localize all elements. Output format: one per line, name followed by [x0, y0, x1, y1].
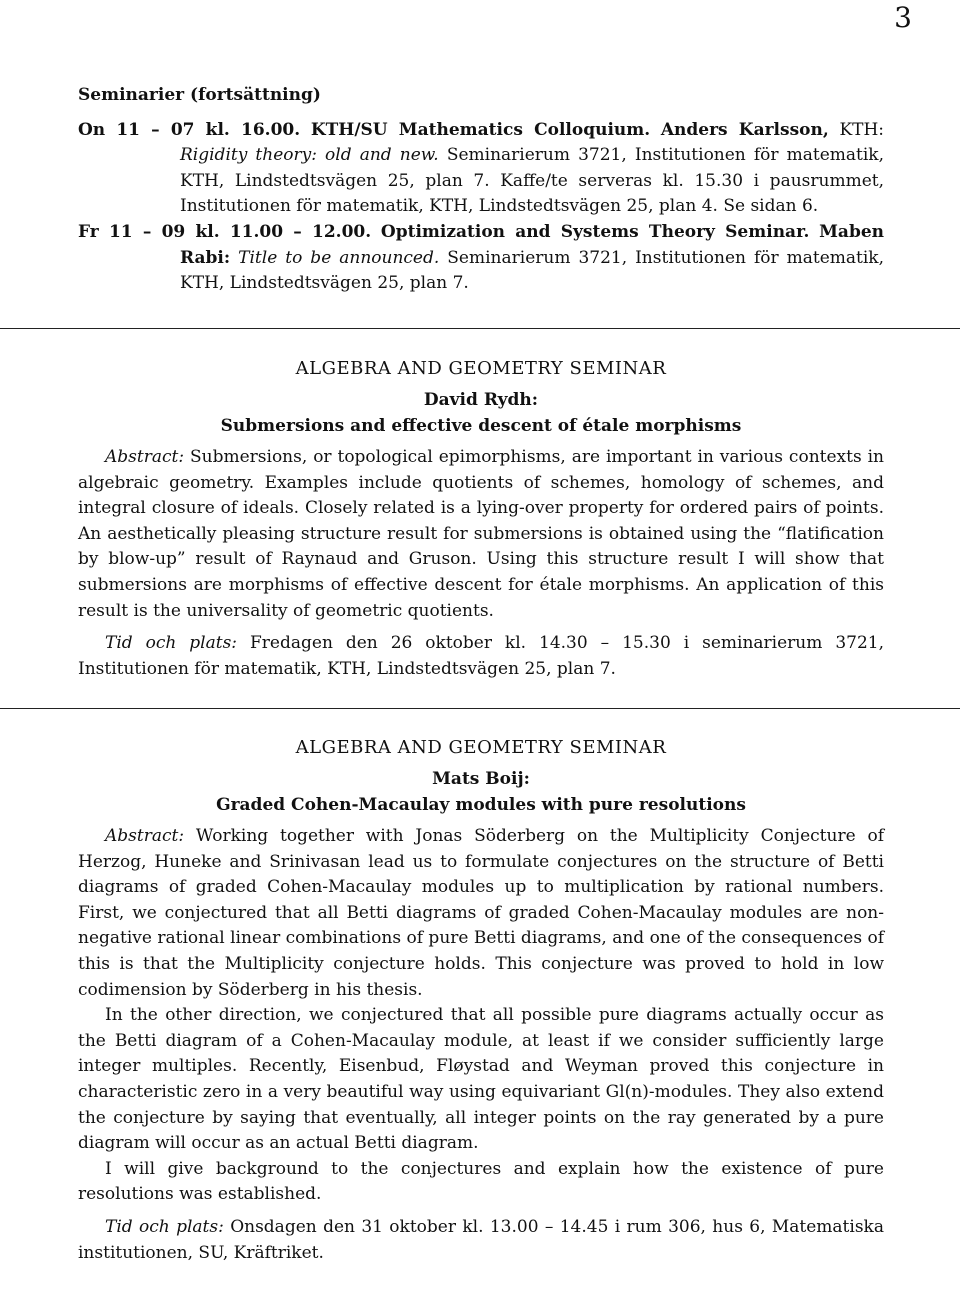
time-place-text: Fredagen den 26 oktober kl. 14.30 – 15.30 i seminarierum 3721, Institutionen för matematik, KTH, Lindstedtsvägen 25, plan 7.: [78, 633, 885, 679]
time-place-label: Tid och plats:: [105, 1216, 224, 1237]
entry-details: Seminarierum 3721, Institutionen för matematik, KTH, Lindstedtsvägen 25, plan 7.: [180, 247, 885, 294]
speaker-name: David Rydh:: [423, 390, 539, 410]
entry-title: Rigidity theory: old and new.: [180, 145, 439, 166]
abstract-label: Abstract:: [105, 826, 185, 846]
entry-date: On 11 – 07 kl. 16.00.: [78, 119, 301, 140]
abstract-text: Working together with Jonas Söderberg on the Multiplicity Conjecture of Herzog, Huneke and Srinivasan lead us to formulate conjectures on the structure of Betti diagrams of graded Cohen-Macaulay modules up to multiplication by rational numbers. First, we conjectured that all Betti diagrams of graded Cohen-Macaulay modules are non-negative rational linear combinations of pure Betti diagrams, and one of the consequences of this is that the Multiplicity conjecture holds. This conjecture was proved to hold in low codimension by Söderberg in his thesis.: [78, 826, 884, 1000]
abstract-paragraph: I will give background to the conjectures and explain how the existence of pure resolutions was established.: [78, 1158, 884, 1205]
abstract: [78, 824, 884, 1003]
seminar-title: ALGEBRA AND GEOMETRY SEMINAR: [295, 358, 667, 379]
seminars-continued-section: [78, 83, 884, 297]
entry-affiliation: KTH:: [839, 119, 885, 140]
seminar-entry: [78, 220, 884, 297]
section-divider: [0, 708, 960, 709]
speaker-name: Mats Boij:: [432, 769, 530, 789]
abstract-paragraph: In the other direction, we conjectured that all possible pure diagrams actually occur as the Betti diagram of a Cohen-Macaulay module, at least if we consider sufficiently large integer multiples. Recently, Eisenbud, Fløystad and Weyman proved this conjecture in characteristic zero in a very beautiful way using equivariant Gl(n)-modules. They also extend the conjecture by saying that eventually, all integer points on the ray generated by a pure diagram will occur as an actual Betti diagram.: [78, 1005, 884, 1154]
section-divider: [0, 328, 960, 329]
talk-title: Submersions and effective descent of étale morphisms: [220, 416, 742, 436]
entry-speaker: Maben Rabi:: [180, 221, 885, 268]
entry-details: Seminarierum 3721, Institutionen för matematik, KTH, Lindstedtsvägen 25, plan 7. Kaffe/te serveras kl. 15.30 i pausrummet, Institutionen för matematik, KTH, Lindstedtsvägen 25, plan 4. Se sidan 6.: [180, 145, 884, 217]
announcement-boij: [78, 735, 884, 1266]
abstract-text: Submersions, or topological epimorphisms, are important in various contexts in algebraic geometry. Examples include quotients of schemes, homology of schemes, and integral closure of ideals. Closely related is a lying-over property for ordered pairs of points. An aesthetically pleasing structure result for submersions is obtained using the “flatification by blow-up” result of Raynaud and Gruson. Using this structure result I will show that submersions are morphisms of effective descent for étale morphisms. An application of this result is the universality of geometric quotients.: [78, 447, 884, 621]
section-heading: Seminarier (fortsättning): [78, 85, 321, 105]
talk-title: Graded Cohen-Macaulay modules with pure resolutions: [216, 795, 746, 815]
time-place: [78, 631, 884, 682]
time-place-label: Tid och plats:: [105, 633, 238, 654]
time-place: [78, 1215, 884, 1266]
entry-speaker: Anders Karlsson,: [660, 119, 829, 140]
announcement-rydh: [78, 356, 884, 682]
entry-series: Optimization and Systems Theory Seminar.: [380, 221, 810, 242]
time-place-text: Onsdagen den 31 oktober kl. 13.00 – 14.45 i rum 306, hus 6, Matematiska institutionen, SU, Kräftriket.: [78, 1216, 884, 1263]
page-number: 3: [894, 1, 912, 34]
entry-series: KTH/SU Mathematics Colloquium.: [310, 119, 651, 140]
abstract-label: Abstract:: [105, 447, 185, 467]
entry-date: Fr 11 – 09 kl. 11.00 – 12.00.: [78, 221, 372, 242]
seminar-entry: [78, 118, 884, 220]
entry-title: Title to be announced.: [238, 247, 440, 268]
abstract: [78, 445, 884, 624]
seminar-title: ALGEBRA AND GEOMETRY SEMINAR: [295, 737, 667, 758]
